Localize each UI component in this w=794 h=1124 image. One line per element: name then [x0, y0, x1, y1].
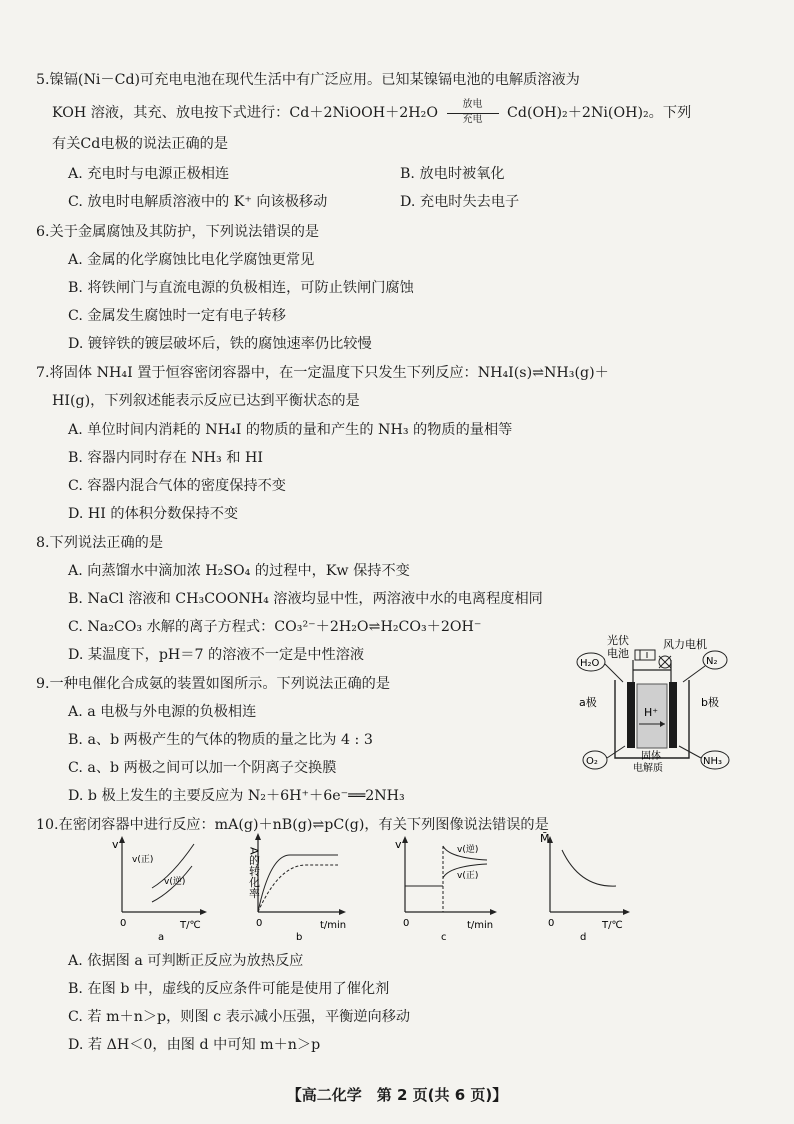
q9-label-battery: 电池: [607, 647, 629, 660]
q5-option-a: A. 充电时与电源正极相连: [68, 166, 230, 182]
q10-stem: 10.在密闭容器中进行反应：mA(g)＋nB(g)⇌pC(g)，有关下列图像说法错误的是: [36, 817, 549, 833]
q10-d-label: d: [580, 932, 587, 940]
q5-equation-left: KOH 溶液，其充、放电按下式进行：Cd＋2NiOOH＋2H₂O: [52, 105, 439, 121]
q6-option-c: C. 金属发生腐蚀时一定有电子转移: [68, 308, 286, 324]
q9-option-d: D. b 极上发生的主要反应为 N₂＋6H⁺＋6e⁻══2NH₃: [68, 788, 405, 804]
q5-stem-line2: [52, 99, 692, 125]
q10-option-b: B. 在图 b 中，虚线的反应条件可能是使用了催化剂: [68, 981, 390, 997]
q5-reaction-arrow: [443, 99, 503, 125]
q10-a-xlabel: T/℃: [180, 920, 201, 931]
q10-b-xlabel: t/min: [320, 920, 347, 931]
q8-option-b: B. NaCl 溶液和 CH₃COONH₄ 溶液均显中性，两溶液中水的电离程度相同: [68, 591, 543, 607]
q9-label-o2: O₂: [586, 756, 598, 767]
q10-option-a: A. 依据图 a 可判断正反应为放热反应: [68, 953, 304, 969]
q10-graph-d: [540, 830, 640, 940]
q10-b-solid-curve: [258, 855, 338, 912]
q8-option-a: A. 向蒸馏水中滴加浓 H₂SO₄ 的过程中，Kw 保持不变: [68, 563, 410, 579]
q9-electrolysis-diagram: [575, 630, 775, 780]
q5-equation-right: Cd(OH)₂＋2Ni(OH)₂。下列: [507, 105, 692, 121]
q10-b-label: b: [296, 932, 303, 940]
q10-d-ylabel: M̄: [540, 832, 550, 845]
q10-c-label: c: [441, 932, 447, 940]
q5-option-c: C. 放电时电解质溶液中的 K⁺ 向该极移动: [68, 194, 328, 210]
q9-stem: 9.一种电催化合成氨的装置如图所示。下列说法正确的是: [36, 676, 391, 692]
q9-electrode-a: [627, 682, 635, 748]
q9-label-b-pole: b极: [701, 696, 719, 709]
q9-battery-icon: [635, 650, 655, 660]
q10-d-origin: 0: [548, 918, 555, 929]
q6-stem: 6.关于金属腐蚀及其防护，下列说法错误的是: [36, 224, 320, 240]
q8-stem: 8.下列说法正确的是: [36, 535, 164, 551]
q9-label-solid: 固体: [641, 751, 661, 762]
q10-graph-c: [395, 836, 505, 940]
q10-graph-b: [228, 833, 358, 940]
q10-a-curve1-label: v(正): [132, 855, 154, 865]
q10-option-c: C. 若 m＋n＞p，则图 c 表示减小压强，平衡逆向移动: [68, 1009, 411, 1025]
q9-label-electrolyte: 电解质: [633, 763, 663, 774]
q5-option-d: D. 充电时失去电子: [400, 194, 520, 210]
q10-c-curve1-label: v(逆): [457, 845, 479, 855]
q8-option-c: C. Na₂CO₃ 水解的离子方程式：CO₃²⁻＋2H₂O⇌H₂CO₃＋2OH⁻: [68, 619, 482, 635]
q9-option-b: B. a、b 两极产生的气体的物质的量之比为 4 : 3: [68, 732, 373, 748]
q9-electrode-b: [669, 682, 677, 748]
q10-graph-a: [112, 836, 212, 940]
q10-b-ylabel: A的转化率: [247, 847, 261, 899]
q5-stem-line1: 5.镍镉(Ni－Cd)可充电电池在现代生活中有广泛应用。已知某镍镉电池的电解质溶液为: [36, 72, 580, 88]
q7-option-b: B. 容器内同时存在 NH₃ 和 HI: [68, 450, 263, 466]
q7-stem-line2: HI(g)，下列叙述能表示反应已达到平衡状态的是: [52, 393, 360, 409]
q10-c-xlabel: t/min: [467, 920, 494, 931]
q10-c-curve2-label: v(正): [457, 871, 479, 881]
q10-option-d: D. 若 ΔH＜0，由图 d 中可知 m＋n＞p: [68, 1037, 321, 1053]
q9-label-a-pole: a极: [579, 696, 597, 709]
q6-option-a: A. 金属的化学腐蚀比电化学腐蚀更常见: [68, 252, 315, 268]
q9-option-c: C. a、b 两极之间可以加一个阴离子交换膜: [68, 760, 337, 776]
q9-label-photovoltaic: 光伏: [607, 634, 629, 647]
q6-option-b: B. 将铁闸门与直流电源的负极相连，可防止铁闸门腐蚀: [68, 280, 414, 296]
q5-arrow-bottom: 充电: [462, 114, 483, 125]
q5-option-b: B. 放电时被氧化: [400, 166, 505, 182]
q5-arrow-top: 放电: [462, 99, 483, 110]
q9-label-hplus: H⁺: [644, 706, 659, 719]
q10-d-curve: [562, 850, 616, 886]
q9-label-nh3: NH₃: [703, 756, 723, 767]
q7-option-a: A. 单位时间内消耗的 NH₄I 的物质的量和产生的 NH₃ 的物质的量相等: [68, 422, 513, 438]
q10-a-origin: 0: [120, 918, 127, 929]
page-footer: 【高二化学 第 2 页(共 6 页)】: [286, 1086, 508, 1104]
q10-a-label: a: [158, 932, 165, 940]
q7-option-c: C. 容器内混合气体的密度保持不变: [68, 478, 286, 494]
q10-c-ylabel: v: [395, 838, 402, 851]
q9-label-h2o: H₂O: [580, 658, 600, 669]
q9-label-wind: 风力电机: [663, 638, 707, 651]
q6-option-d: D. 镀锌铁的镀层破坏后，铁的腐蚀速率仍比较慢: [68, 336, 372, 352]
q5-stem-line3: 有关Cd电极的说法正确的是: [52, 136, 229, 152]
q8-option-d: D. 某温度下，pH＝7 的溶液不一定是中性溶液: [68, 647, 365, 663]
q10-a-ylabel: v: [112, 838, 119, 851]
q9-label-n2: N₂: [706, 656, 718, 667]
q10-d-xlabel: T/℃: [602, 920, 623, 931]
q9-option-a: A. a 电极与外电源的负极相连: [68, 704, 257, 720]
q10-a-curve2-label: v(逆): [164, 877, 186, 887]
q7-stem-line1: 7.将固体 NH₄I 置于恒容密闭容器中，在一定温度下只发生下列反应：NH₄I(s)⇌NH₃(g)＋: [36, 365, 609, 381]
q10-c-origin: 0: [403, 918, 410, 929]
q10-b-origin: 0: [256, 918, 263, 929]
q7-option-d: D. HI 的体积分数保持不变: [68, 506, 239, 522]
